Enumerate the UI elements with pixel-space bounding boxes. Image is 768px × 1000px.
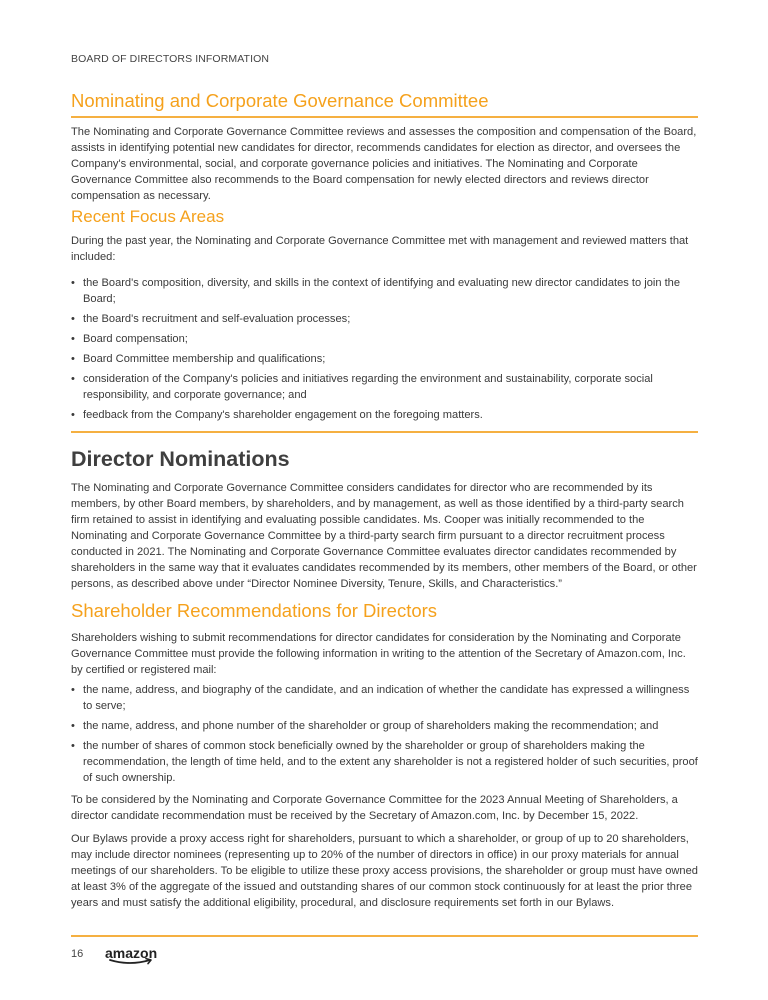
recommendation-requirements-list <box>71 682 698 786</box>
amazon-logo-icon <box>104 945 162 967</box>
recommendation-deadline: To be considered by the Nominating and Corporate Governance Committee for the 2023 Annual Meeting of Shareholders, a director candidate recommendation must be received by the Secretary of Amazon.com, Inc. by December 15, 2022. <box>71 794 678 822</box>
page-number: 16 <box>71 948 84 960</box>
nominating-committee-body: The Nominating and Corporate Governance Committee reviews and assesses the composition and compensation of the Board, assists in identifying potential new candidates for director, recommends candidates for election as director, and oversees the Company's environmental, social, and corporate governance policies and initiatives. The Nominating and Corporate Governance Committee also recommends to the Board compensation for newly elected directors and reviews director compensation as necessary. <box>71 126 697 202</box>
nominating-committee-heading: Nominating and Corporate Governance Committee <box>71 90 489 111</box>
focus-areas-list <box>71 275 698 423</box>
list-item: • the number of shares of common stock beneficially owned by the shareholder or group of shareholders making the recommendation, the length of time held, and to the extent any shareholder is not a registered holder of such securities, proof of such ownership. <box>71 738 698 786</box>
shareholder-recommendations-intro: Shareholders wishing to submit recommendations for director candidates for consideration by the Nominating and Corporate Governance Committee must provide the following information in writing to the attention of the Secretary of Amazon.com, Inc. by certified or registered mail: <box>71 632 686 676</box>
section-divider <box>71 431 698 433</box>
focus-areas-intro: During the past year, the Nominating and Corporate Governance Committee met with management and reviewed matters that included: <box>71 235 689 263</box>
director-nominations-body: The Nominating and Corporate Governance Committee considers candidates for director who are recommended by its members, by other Board members, by shareholders, and by management, as well as those identified by a third-party search firm retained to assist in identifying and evaluating possible candidates. Ms. Cooper was initially recommended to the Nominating and Corporate Governance Committee by a third-party search firm pursuant to a director recruitment process conducted in 2021. The Nominating and Corporate Governance Committee evaluates director candidates recommended by shareholders in the same way that it evaluates candidates recommended by its members, other members of the Board, or other persons, as described above under “Director Nominee Diversity, Tenure, Skills, and Characteristics.” <box>71 482 697 590</box>
list-item: • the Board's recruitment and self-evaluation processes; <box>71 311 698 327</box>
shareholder-recommendations-heading: Shareholder Recommendations for Directors <box>71 600 438 621</box>
focus-areas-heading: Recent Focus Areas <box>71 207 225 226</box>
list-item: • Board compensation; <box>71 331 698 347</box>
amazon-logo <box>104 945 162 972</box>
section-divider <box>71 116 698 118</box>
svg-text:amazon: amazon <box>105 945 158 961</box>
list-item: • consideration of the Company's policies and initiatives regarding the environment and sustainability, corporate social responsibility, and corporate governance; and <box>71 371 698 403</box>
footer-divider <box>71 935 698 937</box>
running-header: BOARD OF DIRECTORS INFORMATION <box>71 53 270 65</box>
proxy-access-bylaws: Our Bylaws provide a proxy access right for shareholders, pursuant to which a shareholder, or group of up to 20 shareholders, may include director nominees (representing up to 20% of the number of directors in office) in our proxy materials for annual meetings of our shareholders. To be eligible to utilize these proxy access provisions, the shareholder or group must have owned at least 3% of the aggregate of the issued and outstanding shares of our common stock continuously for at least the prior three years and must satisfy the additional eligibility, procedural, and disclosure requirements set forth in our Bylaws. <box>71 833 698 909</box>
list-item: • Board Committee membership and qualifications; <box>71 351 698 367</box>
list-item: • the name, address, and biography of the candidate, and an indication of whether the candidate has expressed a willingness to serve; <box>71 682 698 714</box>
list-item: • feedback from the Company's shareholder engagement on the foregoing matters. <box>71 407 698 423</box>
director-nominations-heading: Director Nominations <box>71 447 290 471</box>
list-item: • the Board's composition, diversity, and skills in the context of identifying and evaluating new director candidates to join the Board; <box>71 275 698 307</box>
list-item: • the name, address, and phone number of the shareholder or group of shareholders making the recommendation; and <box>71 718 698 734</box>
